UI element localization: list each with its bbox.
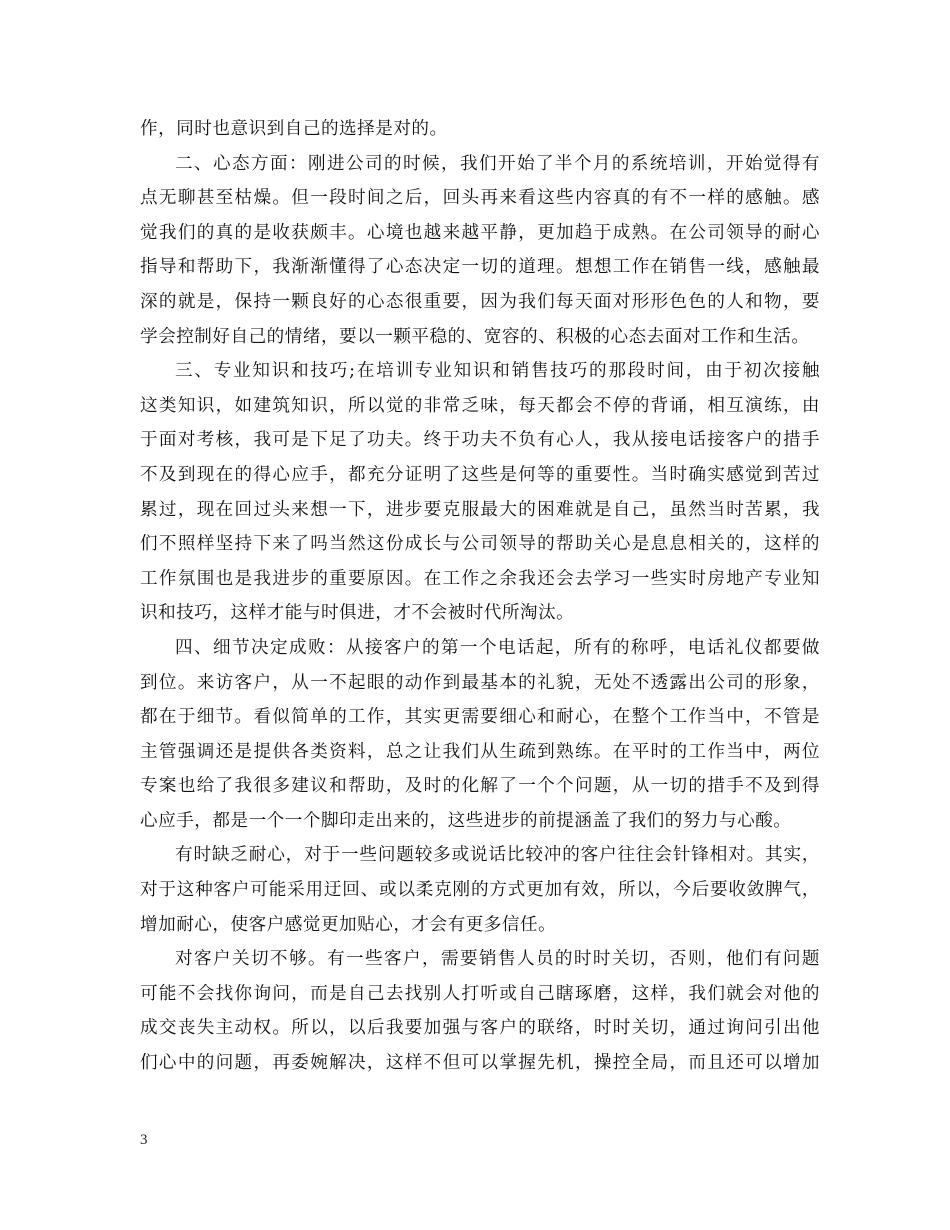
page-number: 3 (140, 1132, 148, 1148)
text-line: 对于这种客户可能采用迂回、或以柔克刚的方式更加有效，所以，今后要收敛脾气， (140, 880, 820, 901)
text-line: 二、心态方面：刚进公司的时候，我们开始了半个月的系统培训，开始觉得有 (175, 153, 820, 174)
text-line: 点无聊甚至枯燥。但一段时间之后，回头再来看这些内容真的有不一样的感触。感 (140, 188, 820, 209)
text-line: 到位。来访客户，从一不起眼的动作到最基本的礼貌，无处不透露出公司的形象， (140, 672, 820, 693)
text-line: 指导和帮助下，我渐渐懂得了心态决定一切的道理。想想工作在销售一线，感触最 (140, 257, 820, 278)
text-line: 不及到现在的得心应手，都充分证明了这些是何等的重要性。当时确实感觉到苦过 (140, 464, 820, 485)
text-line: 累过，现在回过头来想一下，进步要克服最大的困难就是自己，虽然当时苦累，我 (140, 499, 820, 520)
text-line: 增加耐心，使客户感觉更加贴心，才会有更多信任。 (140, 914, 557, 935)
text-line: 深的就是，保持一颗良好的心态很重要，因为我们每天面对形形色色的人和物，要 (140, 291, 820, 312)
text-line: 工作氛围也是我进步的重要原因。在工作之余我还会去学习一些实时房地产专业知 (140, 568, 820, 589)
text-line: 识和技巧，这样才能与时俱进，才不会被时代所淘汰。 (140, 603, 575, 624)
text-line: 都在于细节。看似简单的工作，其实更需要细心和耐心，在整个工作当中，不管是 (140, 707, 820, 728)
text-line: 有时缺乏耐心，对于一些问题较多或说话比较冲的客户往往会针锋相对。其实， (175, 845, 820, 866)
document-body (140, 112, 820, 1081)
text-line: 这类知识，如建筑知识，所以觉的非常乏味，每天都会不停的背诵，相互演练，由 (140, 395, 820, 416)
text-line: 四、细节决定成败：从接客户的第一个电话起，所有的称呼，电话礼仪都要做 (175, 637, 820, 658)
text-line: 主管强调还是提供各类资料，总之让我们从生疏到熟练。在平时的工作当中，两位 (140, 741, 820, 762)
text-line: 作，同时也意识到自己的选择是对的。 (140, 119, 448, 139)
text-line: 成交丧失主动权。所以，以后我要加强与客户的联络，时时关切，通过询问引出他 (140, 1018, 820, 1039)
text-line: 们心中的问题，再委婉解决，这样不但可以掌握先机，操控全局，而且还可以增加 (140, 1053, 820, 1074)
text-line: 可能不会找你询问，而是自己去找别人打听或自己瞎琢磨，这样，我们就会对他的 (140, 983, 820, 1004)
text-line: 们不照样坚持下来了吗当然这份成长与公司领导的帮助关心是息息相关的，这样的 (140, 534, 820, 555)
text-line: 觉我们的真的是收获颇丰。心境也越来越平静，更加趋于成熟。在公司领导的耐心 (140, 222, 820, 243)
text-line: 于面对考核，我可是下足了功夫。终于功夫不负有心人，我从接电话接客户的措手 (140, 430, 820, 451)
text-line: 学会控制好自己的情绪，要以一颗平稳的、宽容的、积极的心态去面对工作和生活。 (140, 326, 810, 347)
text-line: 三、专业知识和技巧;在培训专业知识和销售技巧的那段时间，由于初次接触 (175, 361, 820, 382)
text-line: 对客户关切不够。有一些客户，需要销售人员的时时关切，否则，他们有问题 (175, 949, 820, 970)
text-line: 心应手，都是一个一个脚印走出来的，这些进步的前提涵盖了我们的努力与心酸。 (140, 810, 792, 831)
text-line: 专案也给了我很多建议和帮助，及时的化解了一个个问题，从一切的措手不及到得 (140, 776, 820, 797)
